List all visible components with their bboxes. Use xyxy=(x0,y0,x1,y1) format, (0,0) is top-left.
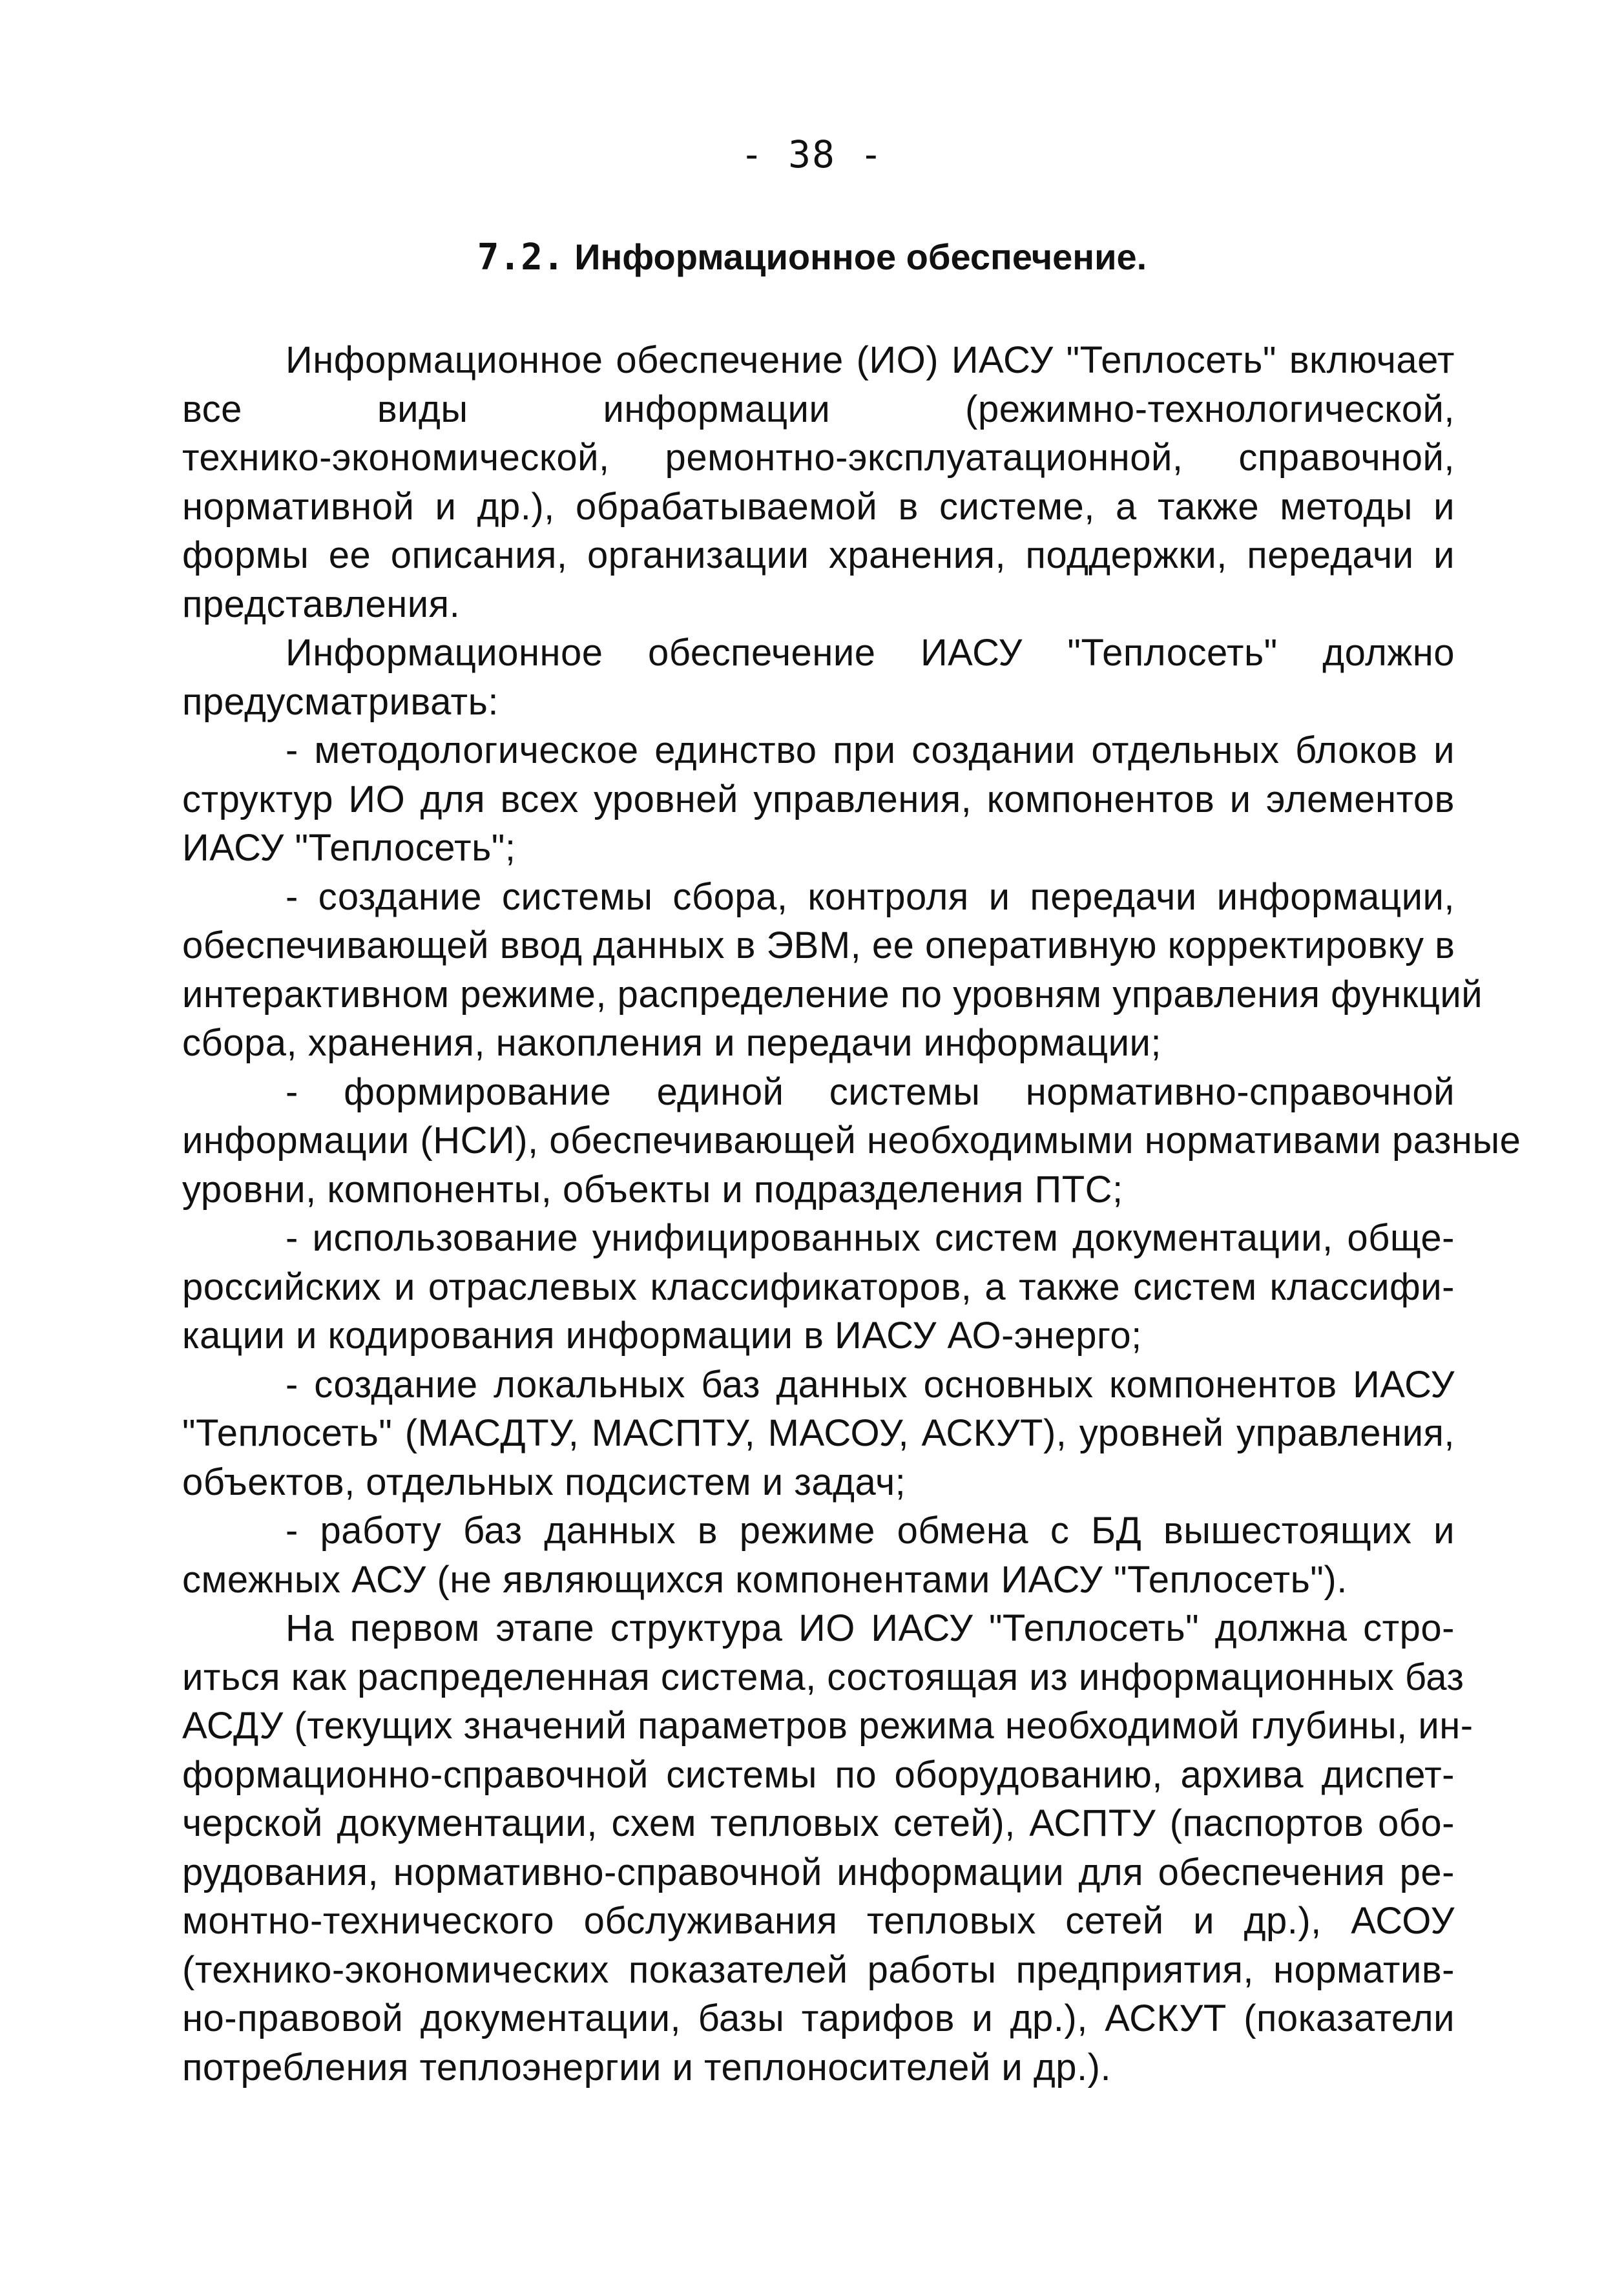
text-line: - создание системы сбора, контроля и передачи информации, xyxy=(286,875,1455,918)
text-line: представления. xyxy=(182,583,461,625)
text-line: потребления теплоэнергии и теплоносителей и др.). xyxy=(182,2046,1112,2088)
text-line: обеспечивающей ввод данных в ЭВМ, ее оперативную корректировку в xyxy=(182,924,1455,966)
text-line: смежных АСУ (не являющихся компонентами ИАСУ "Теплосеть"). xyxy=(182,1558,1348,1601)
text-line: нормативной и др.), обрабатываемой в системе, а также методы и xyxy=(182,485,1455,528)
text-line: ИАСУ "Теплосеть"; xyxy=(182,827,516,869)
text-line: - создание локальных баз данных основных компонентов ИАСУ xyxy=(286,1363,1455,1406)
text-line: рудования, нормативно-справочной информации для обеспечения ре- xyxy=(182,1851,1455,1893)
text-line: монтно-технического обслуживания тепловых сетей и др.), АСОУ xyxy=(182,1900,1455,1942)
body-text xyxy=(182,336,1521,2092)
text-line: объектов, отдельных подсистем и задач; xyxy=(182,1461,906,1503)
page-number: - 38 - xyxy=(740,132,884,176)
text-line: Информационное обеспечение ИАСУ "Теплосеть" должно xyxy=(286,632,1455,674)
text-line: предусматривать: xyxy=(182,680,499,723)
text-line: российских и отраслевых классификаторов, а также систем классифи- xyxy=(182,1265,1455,1308)
text-line: технико-экономической, ремонтно-эксплуатационной, справочной, xyxy=(182,437,1455,479)
text-line: формы ее описания, организации хранения, поддержки, передачи и xyxy=(182,534,1455,576)
section-heading xyxy=(0,236,1624,278)
text-line: сбора, хранения, накопления и передачи информации; xyxy=(182,1022,1162,1064)
text-line: формационно-справочной системы по оборудованию, архива диспет- xyxy=(182,1753,1455,1796)
text-line: все виды информации (режимно-технологической, xyxy=(182,388,1455,430)
section-number: 7.2. xyxy=(477,236,565,278)
text-line: - использование унифицированных систем документации, обще- xyxy=(286,1217,1455,1259)
text-line: На первом этапе структура ИО ИАСУ "Теплосеть" должна стро- xyxy=(286,1607,1455,1649)
text-line: - формирование единой системы нормативно-справочной xyxy=(286,1070,1455,1113)
text-line: - методологическое единство при создании отдельных блоков и xyxy=(286,729,1455,771)
text-line: кации и кодирования информации в ИАСУ АО-энерго; xyxy=(182,1315,1142,1357)
text-line: иться как распределенная система, состоящая из информационных баз xyxy=(182,1656,1464,1698)
text-line: АСДУ (текущих значений параметров режима необходимой глубины, ин- xyxy=(182,1705,1473,1747)
text-line: информации (НСИ), обеспечивающей необходимыми нормативами разные xyxy=(182,1120,1521,1161)
text-line: но-правовой документации, базы тарифов и др.), АСКУТ (показатели xyxy=(182,1997,1455,2039)
text-line: интерактивном режиме, распределение по уровням управления функций xyxy=(182,973,1483,1016)
section-title: Информационное обеспечение. xyxy=(574,236,1147,277)
text-line: "Теплосеть" (МАСДТУ, МАСПТУ, МАСОУ, АСКУТ), уровней управления, xyxy=(182,1412,1455,1454)
text-line: черской документации, схем тепловых сетей), АСПТУ (паспортов обо- xyxy=(182,1802,1455,1844)
text-line: Информационное обеспечение (ИО) ИАСУ "Теплосеть" включает xyxy=(286,339,1455,381)
text-line: (технико-экономических показателей работы предприятия, норматив- xyxy=(182,1948,1455,1991)
text-line: структур ИО для всех уровней управления, компонентов и элементов xyxy=(182,778,1455,820)
text-line: уровни, компоненты, объекты и подразделения ПТС; xyxy=(182,1168,1123,1211)
text-line: - работу баз данных в режиме обмена с БД вышестоящих и xyxy=(286,1510,1455,1552)
